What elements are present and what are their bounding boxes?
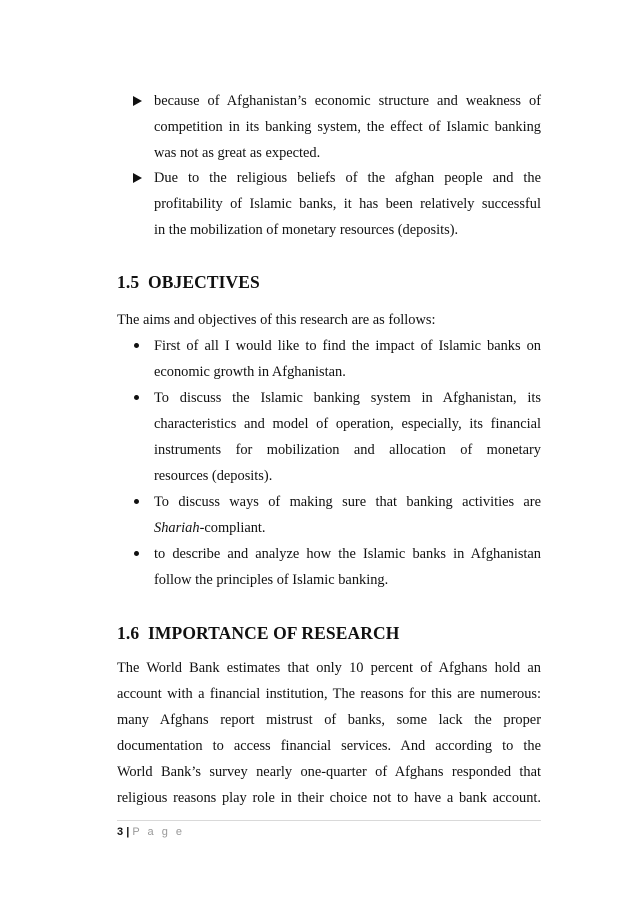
text-line: World Bank’s survey nearly one-quarter of Afghans responded that xyxy=(117,764,541,780)
text-line: To discuss ways of making sure that banking activities are xyxy=(154,494,541,510)
text-line: competition in its banking system, the effect of Islamic banking xyxy=(154,119,541,135)
text-line: was not as great as expected. xyxy=(154,145,321,161)
objective-item xyxy=(154,541,541,593)
section-number: 1.6 xyxy=(117,623,140,643)
text-line xyxy=(154,515,541,541)
text-line: to describe and analyze how the Islamic banks in Afghanistan xyxy=(154,546,541,562)
text-line: characteristics and model of operation, especially, its financial xyxy=(154,416,541,432)
text-line: The World Bank estimates that only 10 percent of Afghans hold an xyxy=(117,660,541,676)
arrow-bullet-item xyxy=(154,165,541,243)
text-line: many Afghans report mistrust of banks, some lack the proper xyxy=(117,712,541,728)
section-title: IMPORTANCE OF RESEARCH xyxy=(148,623,400,643)
text-line: profitability of Islamic banks, it has been relatively successful xyxy=(154,196,541,212)
page-footer xyxy=(117,826,185,838)
text-line: account with a financial institution, The reasons for this are numerous: xyxy=(117,686,541,702)
arrow-bullet-icon xyxy=(133,173,142,183)
italic-term: Shariah xyxy=(154,520,200,536)
text-line: First of all I would like to find the impact of Islamic banks on xyxy=(154,338,541,354)
text-line: documentation to access financial services. And according to the xyxy=(117,738,541,754)
objective-item xyxy=(154,385,541,489)
objective-item xyxy=(154,489,541,541)
text-line: in the mobilization of monetary resources (deposits). xyxy=(154,222,459,238)
text-line: follow the principles of Islamic banking. xyxy=(154,572,389,588)
page-number: 3 xyxy=(117,826,124,838)
text-fragment: -compliant. xyxy=(199,520,266,536)
text-line: because of Afghanistan’s economic structure and weakness of xyxy=(154,93,541,109)
objectives-intro: The aims and objectives of this research are as follows: xyxy=(117,312,436,328)
text-line: To discuss the Islamic banking system in Afghanistan, its xyxy=(154,390,541,406)
section-number: 1.5 xyxy=(117,272,140,292)
section-heading-objectives xyxy=(117,272,260,293)
footer-divider xyxy=(117,820,541,821)
section-heading-importance xyxy=(117,623,399,644)
text-line: Due to the religious beliefs of the afghan people and the xyxy=(154,170,541,186)
importance-paragraph xyxy=(117,655,541,811)
text-line: economic growth in Afghanistan. xyxy=(154,364,346,380)
bullet-dot-icon xyxy=(134,343,139,348)
bullet-dot-icon xyxy=(134,551,139,556)
arrow-bullet-icon xyxy=(133,96,142,106)
arrow-bullet-item xyxy=(154,88,541,166)
bullet-dot-icon xyxy=(134,499,139,504)
bullet-dot-icon xyxy=(134,395,139,400)
footer-separator: | xyxy=(126,826,130,838)
section-title: OBJECTIVES xyxy=(148,272,260,292)
text-line: instruments for mobilization and allocation of monetary xyxy=(154,442,541,458)
objective-item xyxy=(154,333,541,385)
text-line: religious reasons play role in their choice not to have a bank account. xyxy=(117,790,541,806)
text-line: resources (deposits). xyxy=(154,468,273,484)
page-label: P a g e xyxy=(132,826,185,838)
